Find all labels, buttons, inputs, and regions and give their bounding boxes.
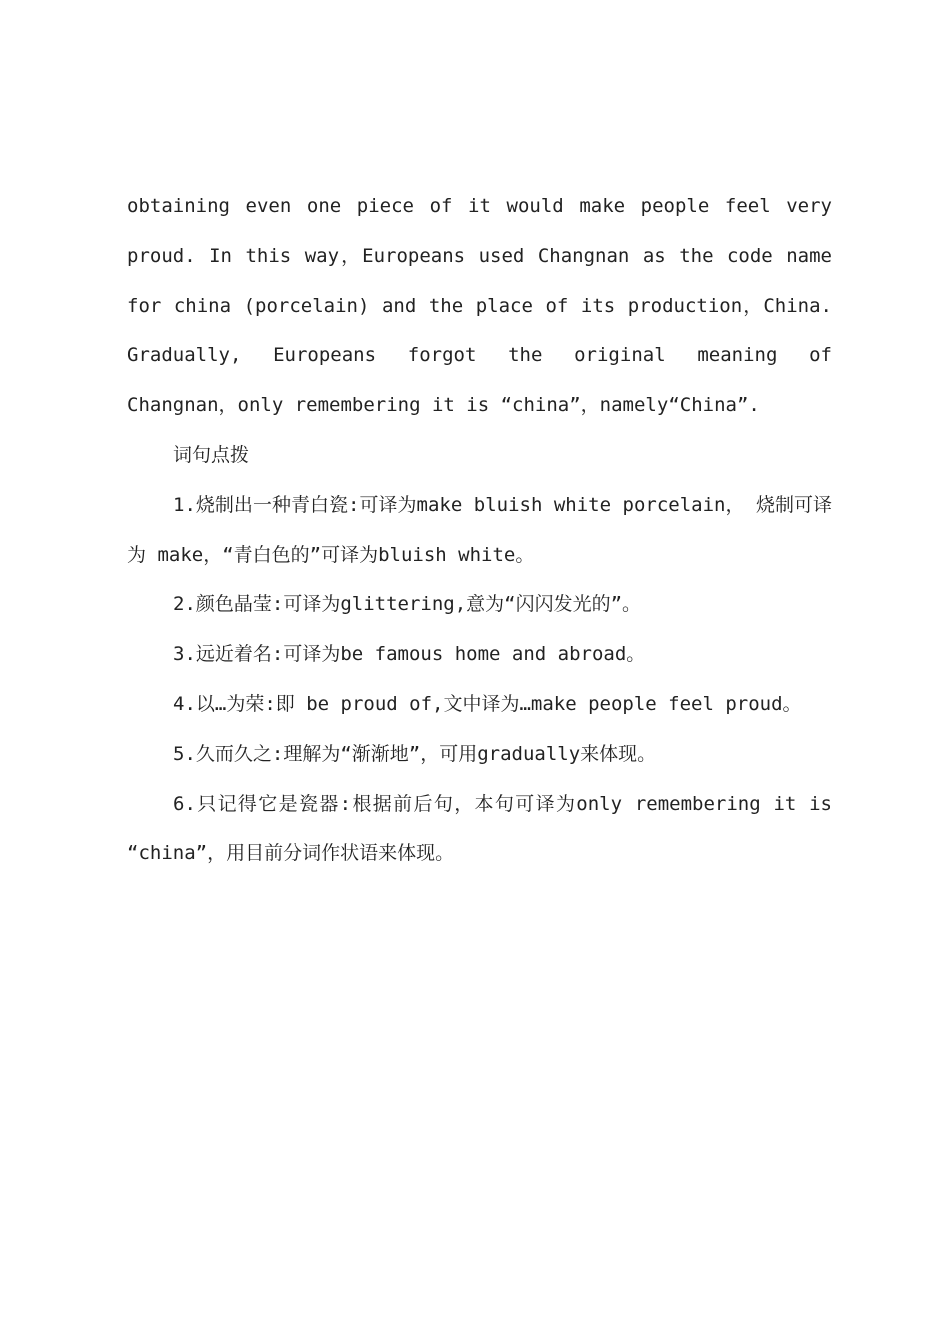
note-item-3: 3.远近着名:可译为be famous home and abroad。 xyxy=(173,643,646,666)
note-item-6: 6.只记得它是瓷器:根据前后句，本句可译为only remembering it is “china”，用目前分词作状语来体现。 xyxy=(127,792,832,865)
section-heading: 词句点拨 xyxy=(173,443,250,466)
note-item-4: 4.以…为荣:即 be proud of,文中译为…make people feel proud。 xyxy=(173,692,802,715)
intro-paragraph: obtaining even one piece of it would make people feel very proud. In this way，Europeans used Changnan as the code name for china (porcelain) and the place of its production，China. Gradually, Europeans forgot the original meaning of Changnan，only remembering it is “china”，namely“China”. xyxy=(127,195,832,417)
note-item-1: 1.烧制出一种青白瓷:可译为make bluish white porcelain， 烧制可译为 make，“青白色的”可译为bluish white。 xyxy=(127,493,832,566)
note-item-2: 2.颜色晶莹:可译为glittering,意为“闪闪发光的”。 xyxy=(173,593,642,616)
note-item-5: 5.久而久之:理解为“渐渐地”，可用gradually来体现。 xyxy=(173,742,657,765)
document-body xyxy=(127,182,832,879)
